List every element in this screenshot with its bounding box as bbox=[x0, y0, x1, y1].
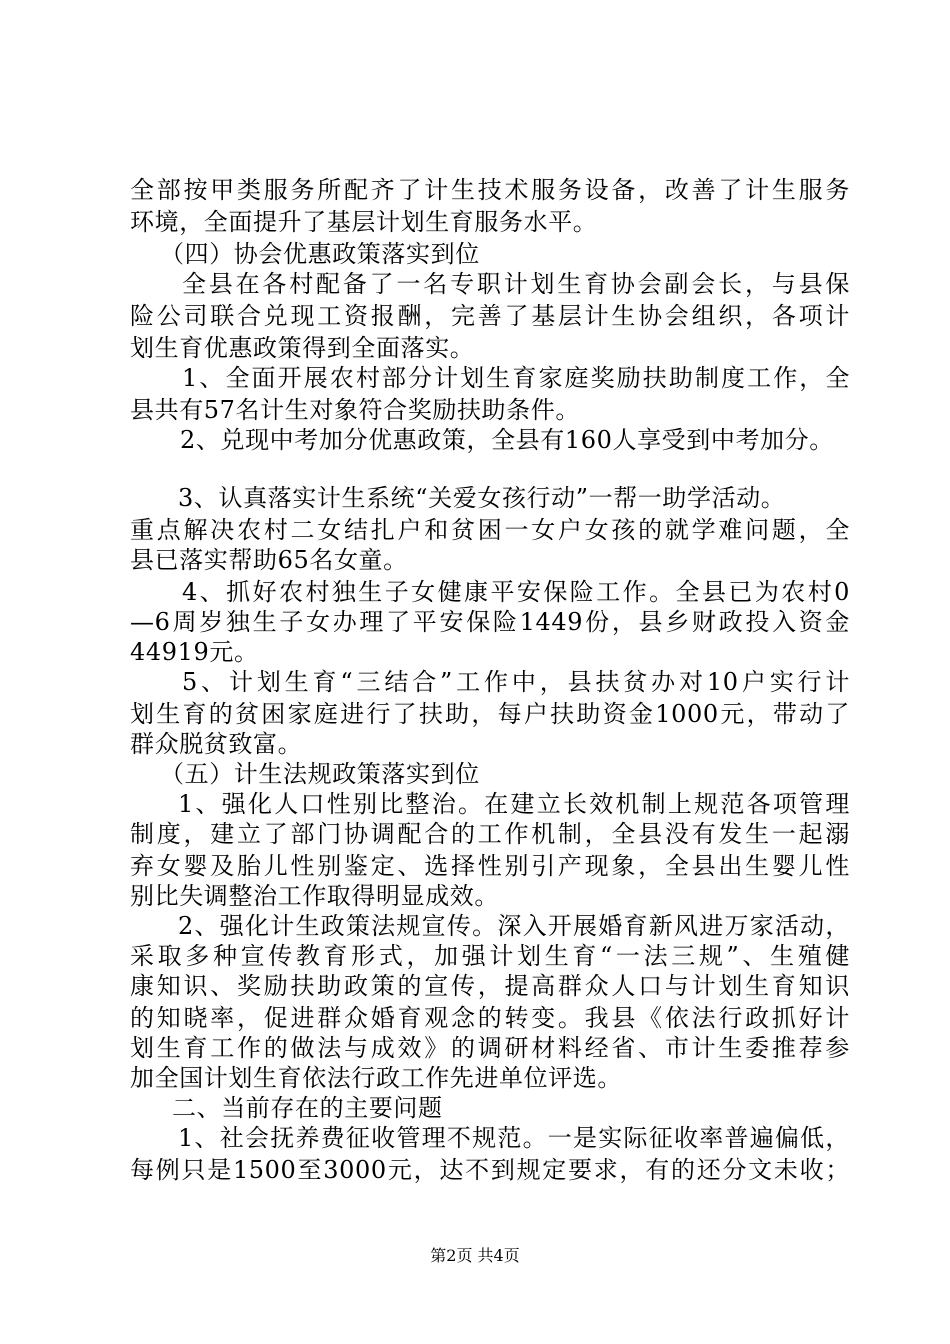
text-line: 弃女婴及胎儿性别鉴定、选择性别引产现象，全县出生婴儿性 bbox=[130, 852, 850, 880]
page-number: 第2页 共4页 bbox=[430, 1246, 520, 1265]
text-line: 划生育优惠政策得到全面落实。 bbox=[130, 334, 475, 362]
section-heading: 二、当前存在的主要问题 bbox=[172, 1094, 443, 1122]
text-line: 2、强化计生政策法规宣传。深入开展婚育新风进万家活动， bbox=[178, 912, 850, 940]
text-line: 1、强化人口性别比整治。在建立长效机制上规范各项管理 bbox=[178, 790, 850, 818]
text-line: 重点解决农村二女结扎户和贫困一女户女孩的就学难问题，全 bbox=[130, 516, 850, 544]
text-line: 群众脱贫致富。 bbox=[130, 730, 303, 758]
text-line: 制度，建立了部门协调配合的工作机制，全县没有发生一起溺 bbox=[130, 820, 850, 848]
text-line: 划生育工作的做法与成效》的调研材料经省、市计生委推荐参 bbox=[130, 1034, 850, 1062]
text-line: 1、社会抚养费征收管理不规范。一是实际征收率普遍偏低， bbox=[178, 1124, 850, 1152]
text-line: 3、认真落实计生系统“关爱女孩行动”一帮一助学活动。 bbox=[178, 484, 786, 512]
section-heading: （四）协会优惠政策落实到位 bbox=[160, 240, 480, 268]
text-line: 县共有57名计生对象符合奖励扶助条件。 bbox=[130, 396, 580, 424]
text-line: —6周岁独生子女办理了平安保险1449份，县乡财政投入资金 bbox=[130, 608, 850, 636]
section-heading: （五）计生法规政策落实到位 bbox=[160, 760, 480, 788]
text-line: 全县在各村配备了一名专职计划生育协会副会长，与县保 bbox=[182, 270, 850, 298]
text-line: 环境，全面提升了基层计划生育服务水平。 bbox=[130, 208, 598, 236]
text-line: 采取多种宣传教育形式，加强计划生育“一法三规”、生殖健 bbox=[130, 942, 850, 970]
text-line: 的知晓率，促进群众婚育观念的转变。我县《依法行政抓好计 bbox=[130, 1004, 850, 1032]
text-line: 4、抓好农村独生子女健康平安保险工作。全县已为农村0 bbox=[182, 578, 850, 606]
text-line: 别比失调整治工作取得明显成效。 bbox=[130, 882, 499, 910]
text-line: 县已落实帮助65名女童。 bbox=[130, 546, 408, 574]
text-line: 44919元。 bbox=[130, 638, 259, 666]
text-line: 全部按甲类服务所配齐了计生技术服务设备，改善了计生服务 bbox=[130, 176, 850, 204]
text-line: 险公司联合兑现工资报酬，完善了基层计生协会组织，各项计 bbox=[130, 302, 850, 330]
text-line: 1、全面开展农村部分计划生育家庭奖励扶助制度工作，全 bbox=[182, 364, 850, 392]
text-line: 康知识、奖励扶助政策的宣传，提高群众人口与计划生育知识 bbox=[130, 972, 850, 1000]
text-line: 每例只是1500至3000元，达不到规定要求，有的还分文未收； bbox=[130, 1156, 850, 1184]
text-line: 5、计划生育“三结合”工作中，县扶贫办对10户实行计 bbox=[182, 668, 850, 696]
text-line: 划生育的贫困家庭进行了扶助，每户扶助资金1000元，带动了 bbox=[130, 700, 850, 728]
text-line: 加全国计划生育依法行政工作先进单位评选。 bbox=[130, 1064, 622, 1092]
text-line: 2、兑现中考加分优惠政策，全县有160人享受到中考加分。 bbox=[180, 426, 834, 454]
